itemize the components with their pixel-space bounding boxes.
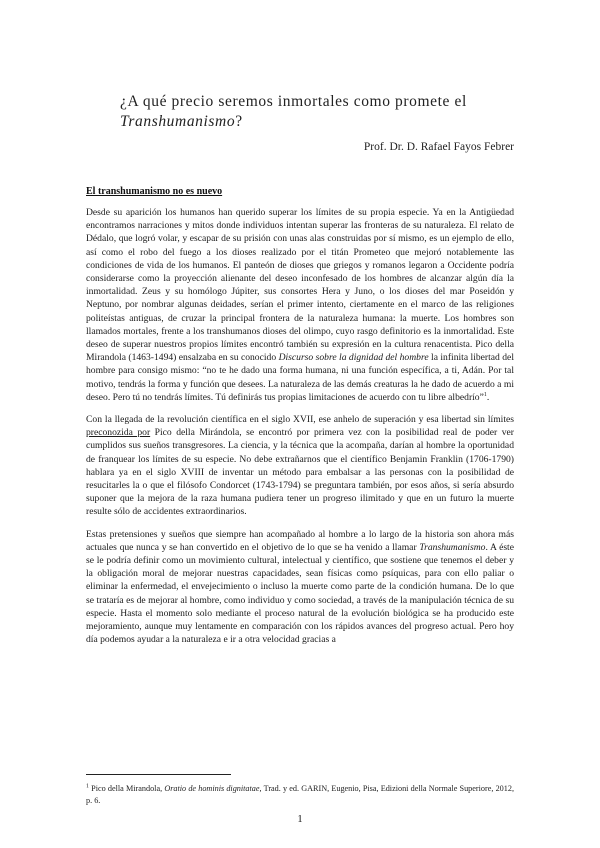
page-title — [120, 92, 520, 132]
title-main: ¿A qué precio seremos inmortales como promete el — [120, 93, 467, 110]
footnote-reference[interactable]: 1 — [483, 391, 487, 398]
body-text — [86, 206, 514, 656]
title-end: ? — [235, 113, 243, 130]
footnote-number: 1 — [86, 783, 89, 790]
paragraph-3-italic: Transhumanismo — [419, 541, 486, 553]
paragraph-1 — [86, 206, 514, 404]
paragraph-1-italic: Discurso sobre la dignidad del hombre — [278, 352, 429, 364]
page-number: 1 — [297, 814, 303, 825]
paragraph-1-text: Desde su aparición los humanos han querido superar los límites de su propia especie. Ya en la Antigüedad encontramos narraciones y mitos donde individuos intentan superar las fronteras de su naturaleza. El relato de Dédalo, que logró volar, y escapar de su prisión con unas alas construidas por sí mismo, es un ejemplo de ello, así como el robo del fuego a los dioses realizado por el titán Prometeo que mejoró notablemente las condiciones de vida de los humanos. El panteón de dioses que griegos y romanos legaron a Occidente podría considerarse como la proyección alienante del deseo inconfesado de los hombres de alcanzar algún día la inmortalidad. Zeus y su homólogo Júpiter, sus consortes Hera y Juno, o los dioses del mar Poseidón y Neptuno, por nombrar algunas deidades, serían el primer intento, ciertamente en el marco de las religiones politeístas antiguas, de cruzar la principal frontera de la naturaleza humana: la muerte. Los hombres son llamados mortales, frente a los transhumanos dioses del olimpo, cuyo rasgo definitorio es la inmortalidad. Este deseo de superar nuestros propios límites encontró también su expresión en la cultura renacentista. Pico della Mirandola (1463-1494) ensalzaba en su conocido — [86, 207, 514, 364]
paragraph-2-text-2: Pico della Mirándola, se encontró por primera vez con la posibilidad real de poder ver cumplidos sus sueños transgresores. La ciencia, y la técnica que la acompaña, darían al hombre la oportunidad de franquear los límites de su especie. No debe extrañarnos que el científico Benjamin Franklin (1706-1790) hablara ya en el siglo XVIII de inventar un método para embalsar a las personas con la posibilidad de resucitarles la o que el filósofo Condorcet (1743-1794) se preguntara también, por esos años, si sería absurdo suponer que la mejora de la raza humana pudiera tener un progreso ilimitado y que en un futuro la muerte resulte sólo de accidentes extraordinarios. — [86, 427, 514, 518]
title-italic: Transhumanismo — [120, 113, 236, 130]
paragraph-2 — [86, 413, 514, 519]
section-heading: El transhumanismo no es nuevo — [86, 186, 223, 197]
paragraph-3-text-2: . A éste se le podría definir como un movimiento cultural, intelectual y científico, que sostiene que tenemos el deber y la obligación moral de mejorar nuestras capacidades, sean físicas como psíquicas, para con ello paliar o eliminar la enfermedad, el envejecimiento o incluso la muerte como parte de la condición humana. De lo que se trataría es de mejorar al hombre, como individuo y como sociedad, a través de la manipulación técnica de su especie. Hasta el momento solo mediante el proceso natural de la evolución biológica se ha producido este mejoramiento, aunque muy lentamente en comparación con los rápidos avances del progreso actual. Pero hoy día podemos ayudar a la naturaleza e ir a otra velocidad gracias a — [86, 541, 514, 646]
footnote-text-2: , Trad. y ed. GARIN, Eugenio, Pisa, Edizioni della Normale Superiore, 2012, p. 6. — [86, 784, 514, 805]
paragraph-2-text: Con la llegada de la revolución científica en el siglo XVII, ese anhelo de superación y esa libertad sin límites — [86, 414, 514, 426]
footnote — [86, 783, 514, 807]
author-line: Prof. Dr. D. Rafael Fayos Febrer — [363, 141, 514, 153]
paragraph-1-text-3: . — [486, 391, 490, 403]
paragraph-1-text-2: la infinita libertad del hombre para consigo mismo: “no te he dado una forma humana, ni una función específica, a ti, Adán. Por tal motivo, tendrás la forma y función que desees. La naturaleza de las demás creaturas la he dado de acuerdo a mi deseo. Pero tú no tendrás límites. Tú definirás tus propias limitaciones de acuerdo con tu libre albedrío” — [86, 352, 514, 403]
paragraph-3 — [86, 528, 514, 647]
footnote-text: Pico della Mirandola, — [91, 784, 163, 793]
footnote-italic: Oratio de hominis dignitatae — [164, 784, 260, 793]
footnote-divider — [86, 774, 231, 775]
paragraph-3-text: Estas pretensiones y sueños que siempre han acompañado al hombre a lo largo de la historia son ahora más actuales que nunca y se han convertido en el objetivo de lo que se ha venido a llamar — [86, 528, 514, 553]
paragraph-2-underlined: preconozida por — [86, 427, 151, 439]
